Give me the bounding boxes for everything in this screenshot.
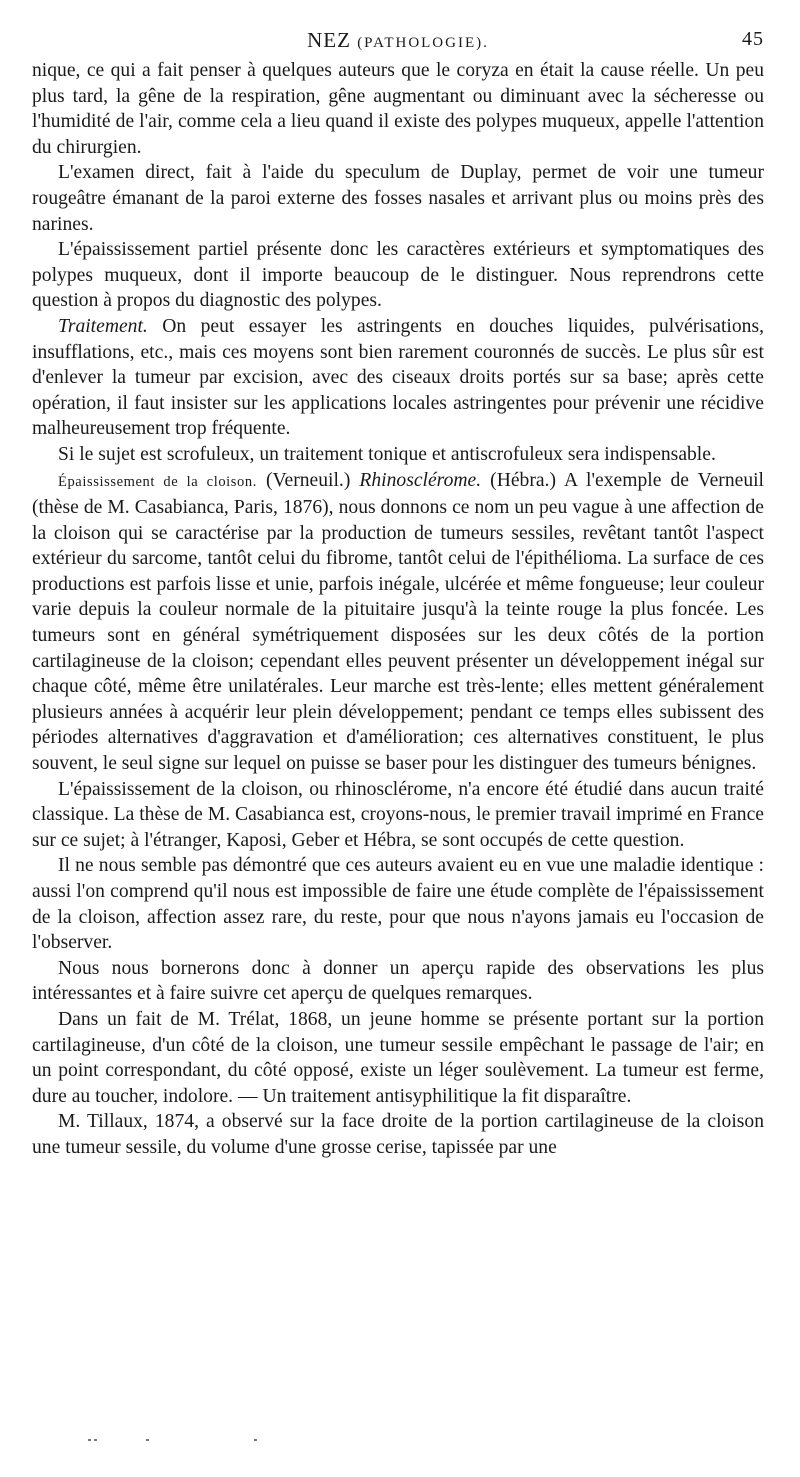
running-head (32, 28, 764, 58)
cloison-text: (Hébra.) A l'exemple de Verneuil (thèse de M. Casabianca, Paris, 1876), nous donnons ce nom un peu vague à une affection de la cloison qui se caractérise par la production de tumeurs sessiles, revêtant tantôt l'aspect extérieur du sarcome, tantôt celui du fibrome, tantôt celui de l'épithélioma. La surface de ces productions est parfois lisse et unie, parfois inégale, ulcérée et même fongueuse; leur couleur varie depuis la couleur normale de la pituitaire jusqu'à la teinte rouge la plus foncée. Les tumeurs sont en général symétriquement disposées sur les deux côtés de la portion cartilagineuse de la cloison; cependant elles peuvent présenter un développement inégal sur chaque côté, même être unilatérales. Leur marche est très-lente; elles mettent généralement plusieurs années à acquérir leur plein développement; pendant ce temps elles subissent des périodes alternatives d'aggravation et d'amélioration; ces alternatives constituent, le plus souvent, le seul signe sur lequel on puisse se baser pour les distinguer des tumeurs bénignes. (32, 469, 765, 775)
paragraph-continuation: nique, ce qui a fait penser à quelques auteurs que le coryza en était la cause réelle. Un peu plus tard, la gêne de la respiration, gêne augmentant ou diminuant avec la sécheresse ou l'humidité de l'air, comme cela a lieu quand il existe des polypes muqueux, appelle l'attention du chirurgien. (32, 60, 764, 158)
paragraph-maladie-identique: Il ne nous semble pas démontré que ces auteurs avaient eu en vue une maladie identique : aussi l'on comprend qu'il nous est impossible de faire une étude complète de l'épaississement de la cloison, affection assez rare, du reste, pour que nous n'ayons jamais eu l'occasion de l'observer. (32, 855, 764, 954)
paragraph-examen-direct: L'examen direct, fait à l'aide du speculum de Duplay, permet de voir une tumeur rougeâtre émanant de la paroi externe des fosses nasales et arrivant plus ou moins près des narines. (32, 162, 764, 235)
paragraph-apercu: Nous nous bornerons donc à donner un aperçu rapide des observations les plus intéressantes et à faire suivre cet aperçu de quelques remarques. (32, 957, 764, 1005)
print-specks (88, 1434, 288, 1446)
paragraph-trelat: Dans un fait de M. Trélat, 1868, un jeune homme se présente portant sur la portion cartilagineuse, d'un côté de la cloison, une tumeur sessile empêchant le passage de l'air; en un point correspondant, du côté opposé, existe un léger soulèvement. La tumeur est ferme, dure au toucher, indolore. — Un traitement antisyphilitique la fit disparaître. (32, 1008, 764, 1107)
rhinosclerome-term: Rhinosclérome. (359, 469, 482, 491)
section-heading: Épaississement de la cloison. (58, 473, 257, 490)
book-page (32, 28, 764, 1161)
paragraph-tillaux: M. Tillaux, 1874, a observé sur la face droite de la portion cartilagineuse de la cloison une tumeur sessile, du volume d'une grosse cerise, tapissée par une (32, 1111, 764, 1158)
running-head-title: NEZ (PATHOLOGIE). (307, 28, 489, 52)
traitement-text: On peut essayer les astringents en douches liquides, pulvérisations, insufflations, etc., mais ces moyens sont bien rarement couronnés de succès. Le plus sûr est d'enlever la tumeur par excision, avec des ciseaux droits portés sur sa base; après cette opération, il faut insister sur les applications locales astringentes pour prévenir une récidive malheureusement trop fréquente. (32, 315, 764, 440)
paragraph-scrofuleux: Si le sujet est scrofuleux, un traitement tonique et antiscrofuleux sera indispensable. (58, 443, 716, 465)
paragraph-epaississement-cloison (32, 468, 764, 777)
page-number: 45 (742, 28, 764, 50)
traitement-label: Traitement. (58, 315, 148, 337)
paragraph-rhinosclerome: L'épaississement de la cloison, ou rhinosclérome, n'a encore été étudié dans aucun traité classique. La thèse de M. Casabianca est, croyons-nous, le premier travail imprimé en France sur ce sujet; à l'étranger, Kaposi, Geber et Hébra, se sont occupés de cette question. (32, 778, 764, 851)
section-heading-author: (Verneuil.) (256, 469, 360, 491)
paragraph-epaississement-partiel: L'épaississement partiel présente donc les caractères extérieurs et symptomatiques des polypes muqueux, dont il importe beaucoup de le distinguer. Nous reprendrons cette question à propos du diagnostic des polypes. (32, 239, 764, 312)
body-text (32, 58, 764, 1161)
paragraph-traitement (32, 314, 764, 442)
